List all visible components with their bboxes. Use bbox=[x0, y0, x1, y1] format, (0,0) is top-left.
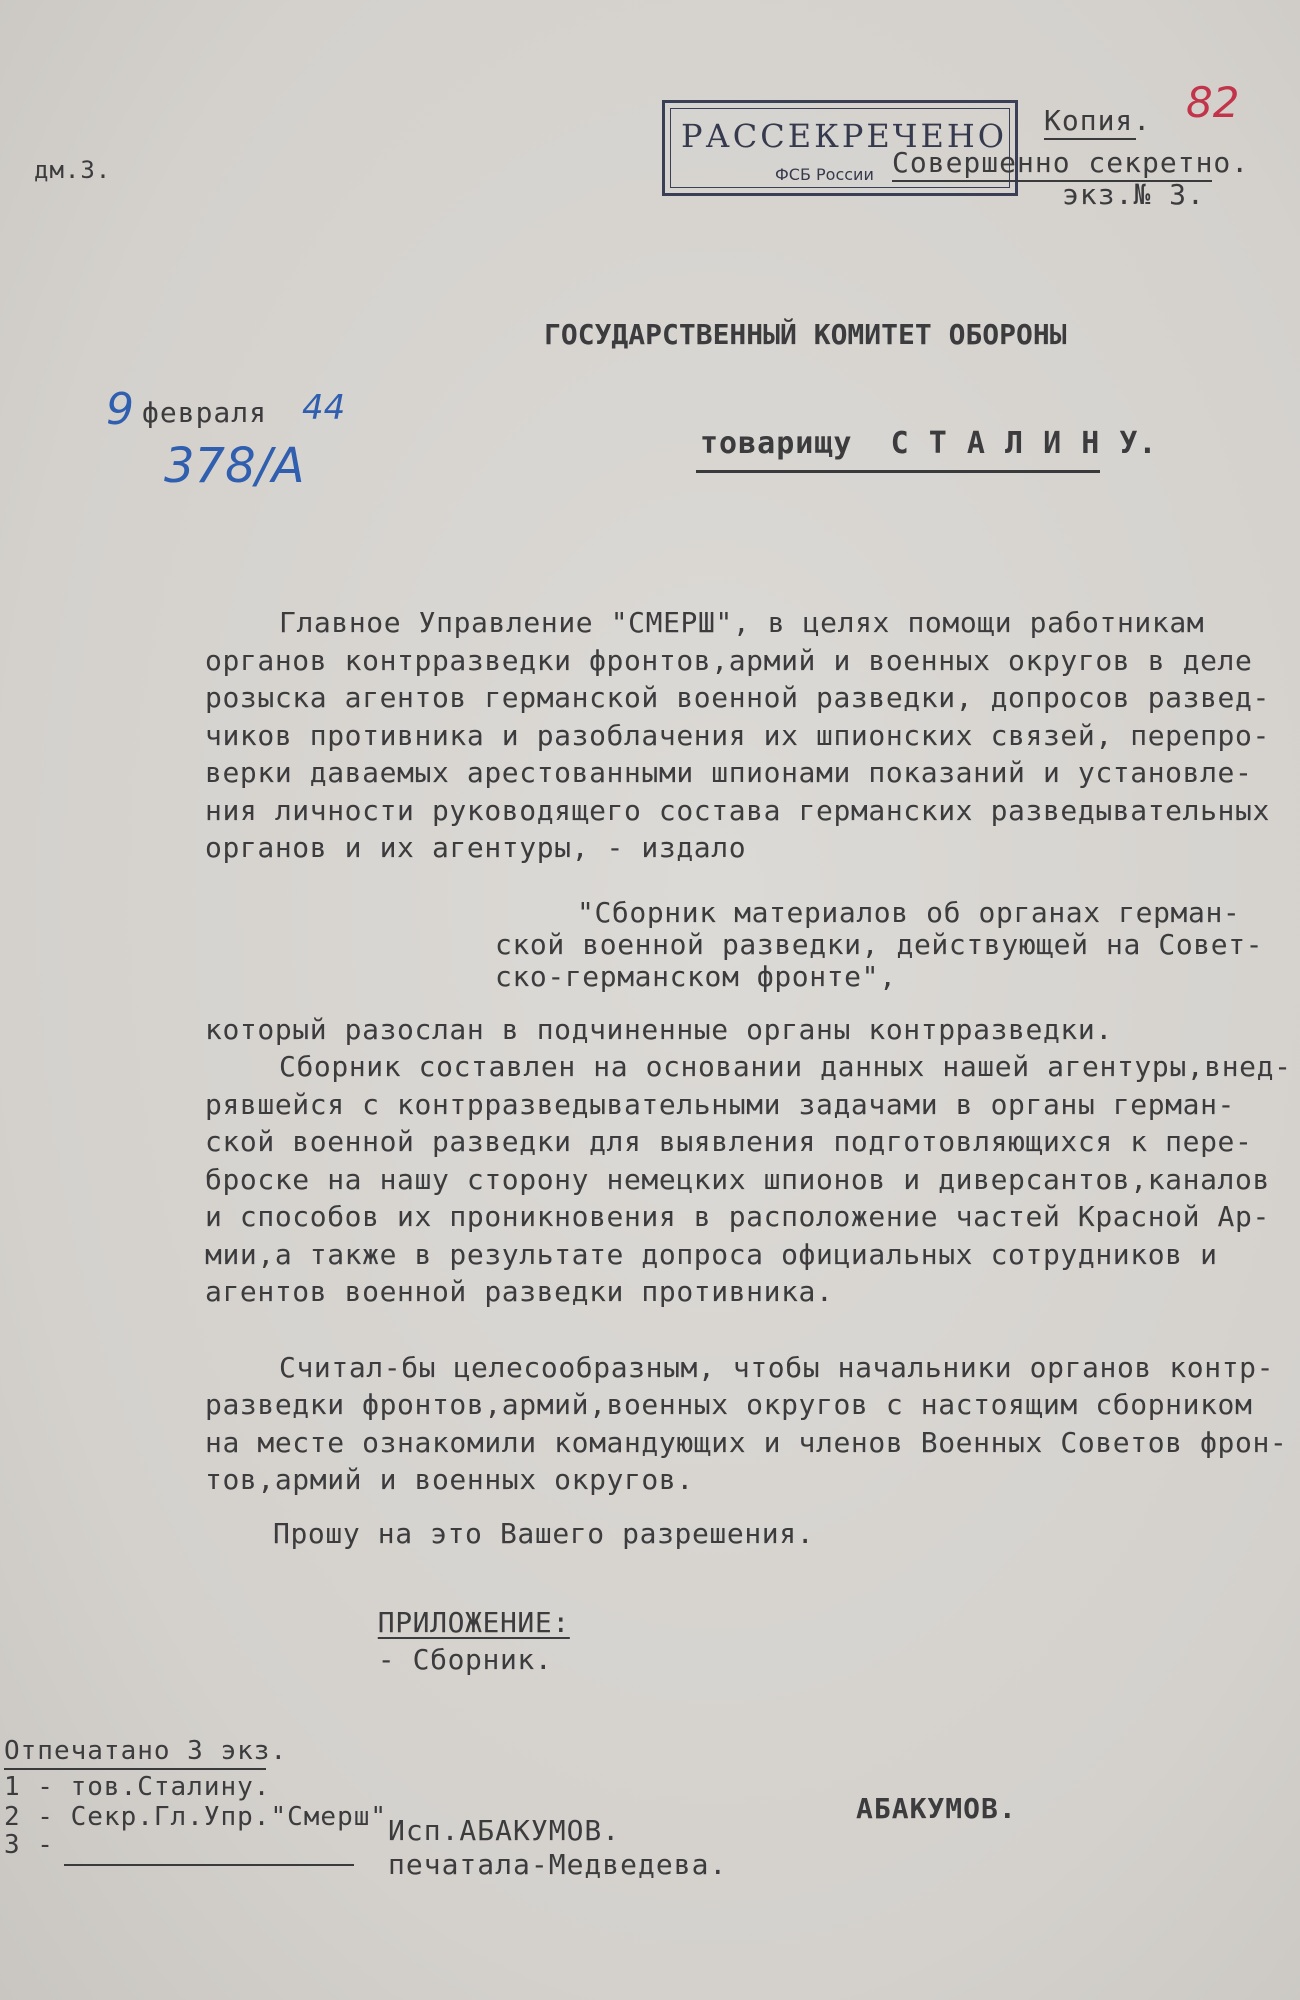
body-line: мии,а также в результате допроса официальных сотрудников и bbox=[205, 1237, 1218, 1271]
body-line: на месте ознакомили командующих и членов Военных Советов фрон- bbox=[205, 1425, 1288, 1459]
organization-title: ГОСУДАРСТВЕННЫЙ КОМИТЕТ ОБОРОНЫ bbox=[544, 318, 1067, 351]
body-line: органов и их агентуры, - издало bbox=[205, 831, 747, 864]
signature: АБАКУМОВ. bbox=[856, 1792, 1017, 1825]
handwritten-year: 44 bbox=[302, 388, 346, 428]
body-line: Сборник составлен на основании данных нашей агентуры,внед- bbox=[279, 1050, 1292, 1083]
quoted-title-line: ской военной разведки, действующей на Совет- bbox=[495, 927, 1264, 961]
copy-label: Копия. bbox=[1044, 104, 1152, 137]
attachment-text: - Сборник. bbox=[377, 1643, 553, 1676]
body-line: ской военной разведки для выявления подготовляющихся к пере- bbox=[205, 1125, 1253, 1158]
file-code: дм.3. bbox=[34, 156, 112, 184]
body-line: который разослан в подчиненные органы контрразведки. bbox=[205, 1012, 1113, 1046]
request-line: Прошу на это Вашего разрешения. bbox=[273, 1516, 815, 1550]
executor: Исп.АБАКУМОВ. bbox=[388, 1814, 621, 1847]
stamp-text: РАССЕКРЕЧЕНО bbox=[681, 117, 1007, 155]
distribution-title: Отпечатано 3 экз. bbox=[4, 1736, 288, 1766]
distribution-item-line bbox=[64, 1864, 354, 1866]
body-line: органов контрразведки фронтов,армий и военных округов в деле bbox=[205, 643, 1253, 677]
handwritten-reg-number: 378/А bbox=[164, 438, 305, 494]
body-line: ния личности руководящего состава германских разведывательных bbox=[205, 793, 1270, 827]
distribution-item: 1 - тов.Сталину. bbox=[4, 1772, 271, 1802]
body-line: броске на нашу сторону немецких шпионов и диверсантов,каналов bbox=[205, 1162, 1270, 1196]
body-line: разведки фронтов,армий,военных округов с настоящим сборником bbox=[205, 1388, 1253, 1421]
body-line: тов,армий и военных округов. bbox=[205, 1463, 694, 1496]
stamp-subtext: ФСБ России bbox=[775, 165, 874, 184]
handwritten-page-number: 82 bbox=[1186, 78, 1240, 127]
quoted-title-line: ско-германском фронте", bbox=[495, 959, 897, 993]
attachment-label: ПРИЛОЖЕНИЕ: bbox=[377, 1605, 570, 1639]
distribution-title-underline bbox=[4, 1768, 266, 1770]
distribution-item: 2 - Секр.Гл.Упр."Смерш" bbox=[4, 1802, 388, 1832]
body-line: агентов военной разведки противника. bbox=[205, 1275, 834, 1308]
secrecy-label: Совершенно секретно. bbox=[892, 146, 1250, 179]
quoted-title-line: "Сборник материалов об органах герман- bbox=[577, 895, 1241, 929]
body-line: Главное Управление "СМЕРШ", в целях помощи работникам bbox=[279, 606, 1205, 639]
addressee-underline bbox=[696, 470, 1100, 473]
body-line: чиков противника и разоблачения их шпионских связей, перепро- bbox=[205, 718, 1270, 752]
body-line: Считал-бы целесообразным, чтобы начальники органов контр- bbox=[279, 1350, 1275, 1384]
letter-body bbox=[205, 604, 1292, 1676]
copy-number: экз.№ 3. bbox=[1062, 178, 1205, 211]
addressee: товарищу С Т А Л И Н У. bbox=[700, 426, 1158, 461]
copy-label-underline bbox=[1044, 138, 1136, 140]
body-line: и способов их проникновения в расположение частей Красной Ар- bbox=[205, 1200, 1270, 1233]
body-line: верки даваемых арестованными шпионами показаний и установле- bbox=[205, 756, 1253, 789]
body-line: рявшейся с контрразведывательными задачами в органы герман- bbox=[205, 1087, 1235, 1121]
distribution-item: 3 - bbox=[4, 1830, 54, 1860]
body-line: розыска агентов германской военной разведки, допросов развед- bbox=[205, 681, 1270, 714]
typist: печатала-Медведева. bbox=[388, 1848, 728, 1881]
date-month: февраля bbox=[142, 396, 268, 429]
attachment-line bbox=[205, 1566, 1285, 1676]
handwritten-day: 9 bbox=[106, 384, 134, 435]
